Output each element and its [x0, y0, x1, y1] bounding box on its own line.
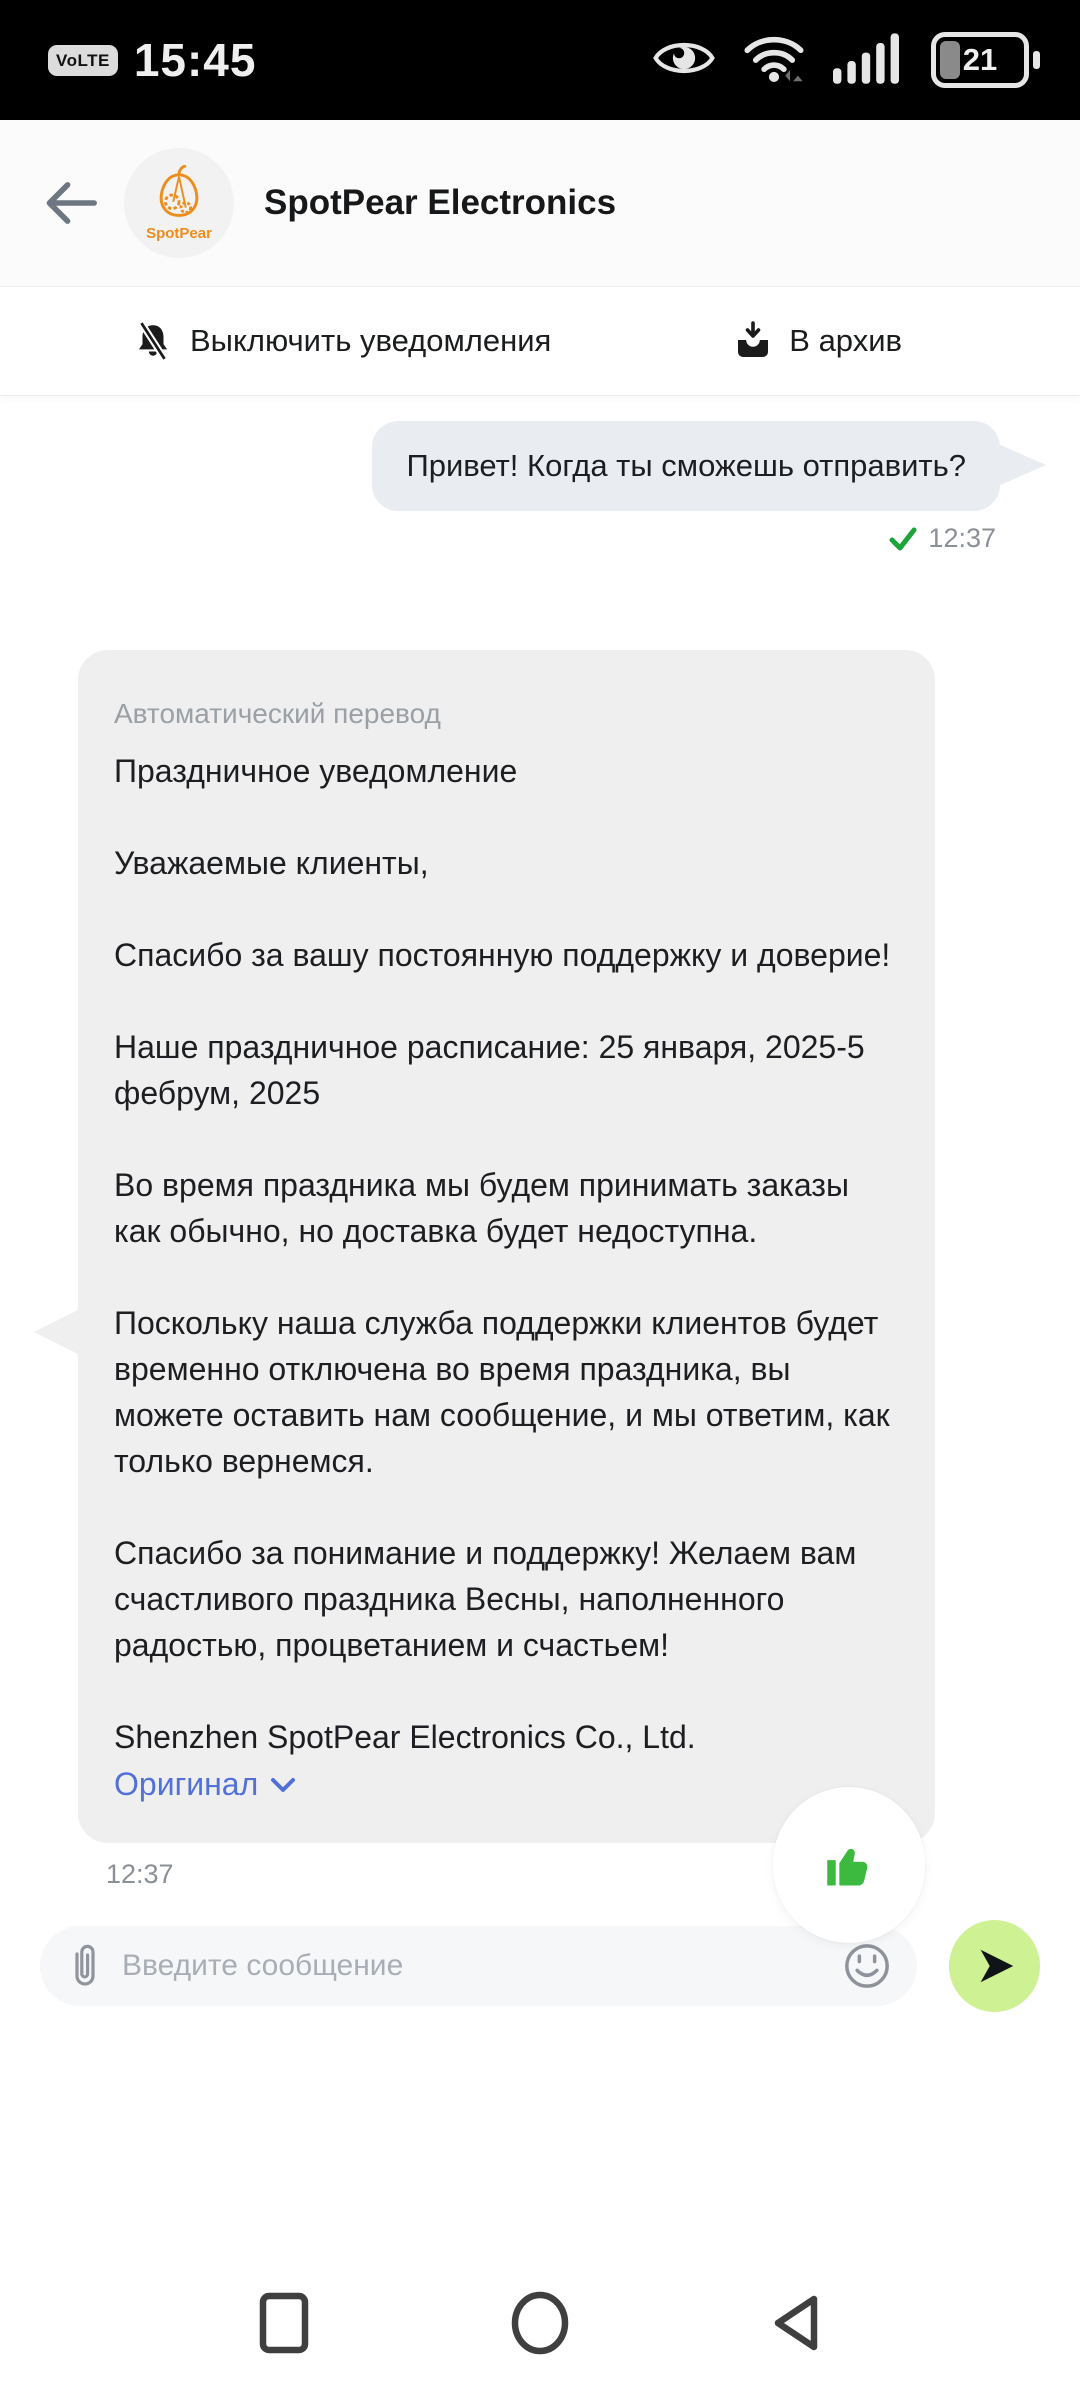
chat-header: [0, 120, 1080, 287]
battery-level: [940, 41, 960, 79]
recents-button[interactable]: [244, 2283, 324, 2363]
bell-slash-icon: [132, 320, 174, 362]
outgoing-message-text: Привет! Когда ты сможешь отправить?: [406, 448, 966, 483]
message-paragraph: Наше праздничное расписание: 25 января, 2025-5 фебрум, 2025: [114, 1029, 865, 1111]
nav-back-button[interactable]: [756, 2283, 836, 2363]
send-icon: [972, 1943, 1018, 1989]
wifi-icon: [741, 32, 807, 89]
message-paragraph: Уважаемые клиенты,: [114, 845, 429, 881]
smiley-icon: [843, 1942, 891, 1990]
back-arrow-icon: [41, 174, 99, 232]
clock: 15:45: [133, 34, 257, 86]
message-paragraph: Праздничное уведомление: [114, 753, 518, 789]
emoji-button[interactable]: [843, 1942, 891, 1990]
message-signature: Shenzhen SpotPear Electronics Co., Ltd.: [114, 1719, 696, 1755]
spotpear-logo-icon: [150, 165, 208, 229]
paperclip-icon: [68, 1942, 102, 1990]
recents-square-icon: [259, 2292, 309, 2354]
show-original-label: Оригинал: [114, 1766, 259, 1802]
status-bar: [0, 0, 1080, 120]
outgoing-message-bubble[interactable]: [372, 421, 1000, 511]
home-button[interactable]: [500, 2283, 580, 2363]
battery-icon: [931, 32, 1040, 88]
message-paragraph: Спасибо за вашу постоянную поддержку и доверие!: [114, 937, 891, 973]
back-button[interactable]: [34, 167, 106, 239]
mute-notifications-label: Выключить уведомления: [190, 323, 552, 358]
message-list: [0, 421, 1080, 2012]
incoming-message-bubble[interactable]: [78, 650, 935, 1843]
archive-button[interactable]: [733, 321, 902, 361]
mute-notifications-button[interactable]: [132, 320, 551, 362]
bubble-tail-left: [34, 1308, 82, 1356]
send-button[interactable]: [949, 1920, 1040, 2012]
delivered-check-icon: [888, 524, 918, 554]
composer-bar: [40, 1920, 1040, 2012]
outgoing-message-time: 12:37: [928, 523, 996, 553]
attach-button[interactable]: [68, 1942, 102, 1990]
incoming-message: [78, 650, 935, 1890]
eye-icon: [653, 37, 715, 84]
auto-translation-label: Автоматический перевод: [114, 698, 441, 729]
contact-name: SpotPear Electronics: [264, 183, 617, 222]
outgoing-message-meta: [0, 523, 996, 554]
message-paragraph: Во время праздника мы будем принимать заказы как обычно, но доставка будет недоступна.: [114, 1167, 849, 1249]
message-paragraph: Поскольку наша служба поддержки клиентов будет временно отключена во время праздника, вы можете оставить нам сообщение, и мы ответим, как только вернемся.: [114, 1305, 890, 1479]
archive-icon: [733, 321, 773, 361]
back-triangle-icon: [768, 2291, 824, 2355]
incoming-message-time: 12:37: [106, 1859, 174, 1889]
show-original-link[interactable]: [114, 1766, 899, 1803]
avatar-label: SpotPear: [146, 224, 212, 242]
chevron-down-icon: [270, 1776, 296, 1794]
contact-avatar[interactable]: [124, 148, 234, 258]
home-circle-icon: [510, 2290, 570, 2356]
signal-icon: [833, 31, 905, 90]
bubble-tail-right: [996, 443, 1046, 487]
conversation-actions: [0, 287, 1080, 395]
battery-percent: 21: [962, 42, 998, 77]
archive-label: В архив: [789, 323, 902, 358]
message-input[interactable]: [120, 1948, 833, 1984]
message-input-pill: [40, 1926, 917, 2006]
volte-badge: VoLTE: [48, 45, 118, 76]
thumbs-up-icon: [820, 1836, 878, 1894]
message-paragraph: Спасибо за понимание и поддержку! Желаем вам счастливого праздника Весны, наполненного радостью, процветанием и счастьем!: [114, 1535, 857, 1663]
like-button[interactable]: [773, 1787, 925, 1943]
android-nav-bar: [0, 2258, 1080, 2388]
